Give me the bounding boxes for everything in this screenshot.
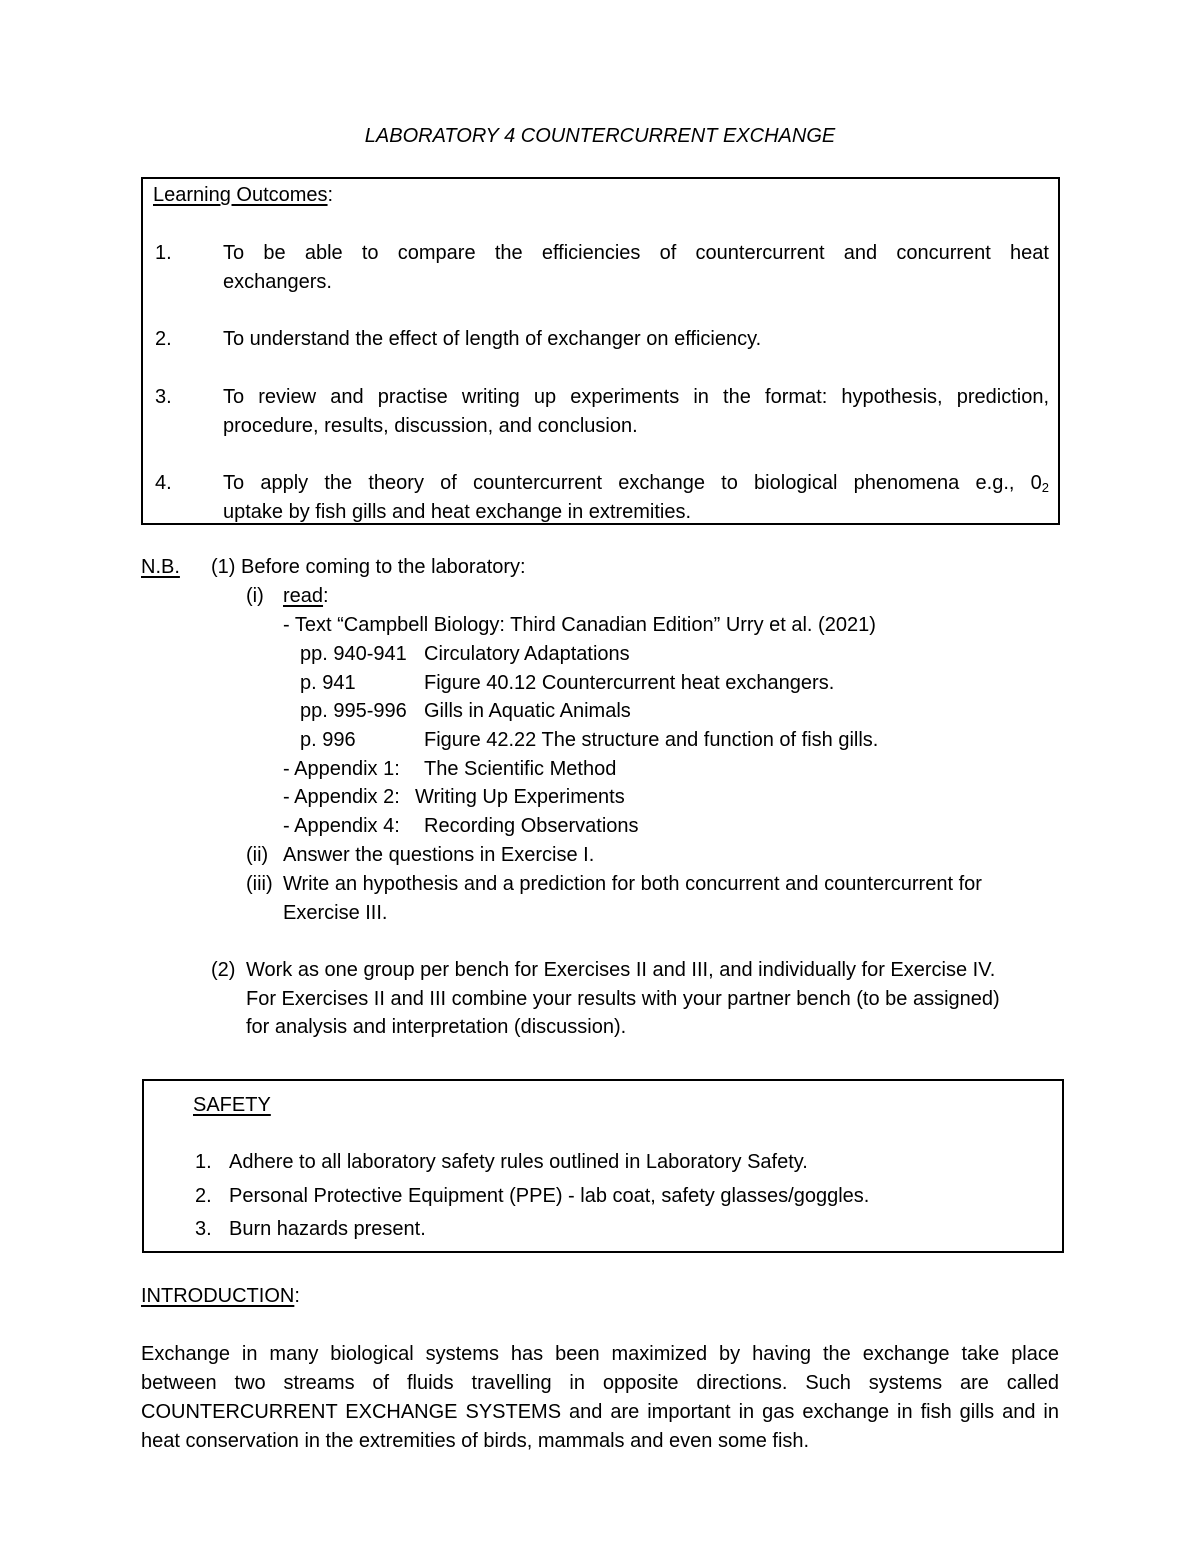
appendix-desc: Writing Up Experiments	[415, 786, 625, 808]
safety-number: 1.	[195, 1151, 212, 1173]
outcome-number: 4.	[155, 472, 172, 494]
subscript: 2	[1041, 480, 1049, 495]
introduction-paragraph	[141, 1340, 1059, 1456]
nb-iii-text-cont: Exercise III.	[283, 902, 388, 924]
nb-item-2-prefix: (2)	[211, 959, 236, 981]
nb-item-1: (1) Before coming to the laboratory:	[211, 556, 526, 578]
appendix-desc: The Scientific Method	[424, 758, 617, 780]
ref-page: pp. 995-996	[300, 700, 407, 722]
learning-outcomes-box	[141, 177, 1060, 525]
appendix-label: - Appendix 2:	[283, 786, 400, 808]
paragraph-line: heat conservation in the extremities of birds, mammals and even some fish.	[141, 1430, 810, 1452]
text-reference: - Text “Campbell Biology: Third Canadian Edition” Urry et al. (2021)	[283, 614, 876, 636]
safety-number: 3.	[195, 1218, 212, 1240]
safety-box	[142, 1079, 1064, 1253]
safety-number: 2.	[195, 1185, 212, 1207]
outcome-item: To review and practise writing up experiments in the format: hypothesis, prediction, procedure, results, discussion, and conclusion.	[223, 386, 1049, 437]
paragraph-line: COUNTERCURRENT EXCHANGE SYSTEMS and are important in gas exchange in fish gills and in	[141, 1401, 1059, 1423]
safety-item: Personal Protective Equipment (PPE) - lab coat, safety glasses/goggles.	[229, 1185, 870, 1207]
nb-i-read: read:	[283, 585, 329, 607]
outcome-number: 2.	[155, 328, 172, 350]
introduction-heading: INTRODUCTION:	[141, 1285, 300, 1307]
nb-item-2-line: for analysis and interpretation (discussion).	[246, 1016, 627, 1038]
safety-heading: SAFETY	[193, 1094, 271, 1116]
outcome-number: 1.	[155, 242, 172, 264]
nb-item-2-line: For Exercises II and III combine your results with your partner bench (to be assigned)	[246, 988, 1000, 1010]
ref-page: p. 941	[300, 672, 356, 694]
nb-iii-text: Write an hypothesis and a prediction for both concurrent and countercurrent for	[283, 873, 982, 895]
nb-i-prefix: (i)	[246, 585, 264, 607]
appendix-desc: Recording Observations	[424, 815, 639, 837]
ref-page: pp. 940-941	[300, 643, 407, 665]
page-title: LABORATORY 4 COUNTERCURRENT EXCHANGE	[364, 125, 836, 147]
outcome-number: 3.	[155, 386, 172, 408]
nb-label: N.B.	[141, 556, 180, 578]
ref-desc: Gills in Aquatic Animals	[424, 700, 631, 722]
outcome-item: To understand the effect of length of exchanger on efficiency.	[223, 328, 762, 350]
ref-page: p. 996	[300, 729, 356, 751]
paragraph-line: between two streams of fluids travelling in opposite directions. Such systems are called	[141, 1372, 1059, 1394]
outcome-item: To be able to compare the efficiencies of countercurrent and concurrent heat exchangers.	[223, 242, 1049, 293]
safety-item: Adhere to all laboratory safety rules outlined in Laboratory Safety.	[229, 1151, 808, 1173]
safety-item: Burn hazards present.	[229, 1218, 426, 1240]
ref-desc: Figure 42.22 The structure and function of fish gills.	[424, 729, 879, 751]
paragraph-line: Exchange in many biological systems has been maximized by having the exchange take place	[141, 1343, 1059, 1365]
appendix-label: - Appendix 1:	[283, 758, 400, 780]
ref-desc: Figure 40.12 Countercurrent heat exchangers.	[424, 672, 835, 694]
nb-item-2-line: Work as one group per bench for Exercises II and III, and individually for Exercise IV.	[246, 959, 996, 981]
nb-ii-text: Answer the questions in Exercise I.	[283, 844, 595, 866]
outcome-item: To apply the theory of countercurrent exchange to biological phenomena e.g., $0_2$ uptake by fish gills and heat exchange in extremities.	[223, 472, 1049, 523]
nb-ii-prefix: (ii)	[246, 844, 269, 866]
learning-outcomes-heading: Learning Outcomes:	[153, 184, 334, 206]
appendix-label: - Appendix 4:	[283, 815, 400, 837]
nb-iii-prefix: (iii)	[246, 873, 273, 895]
ref-desc: Circulatory Adaptations	[424, 643, 630, 665]
